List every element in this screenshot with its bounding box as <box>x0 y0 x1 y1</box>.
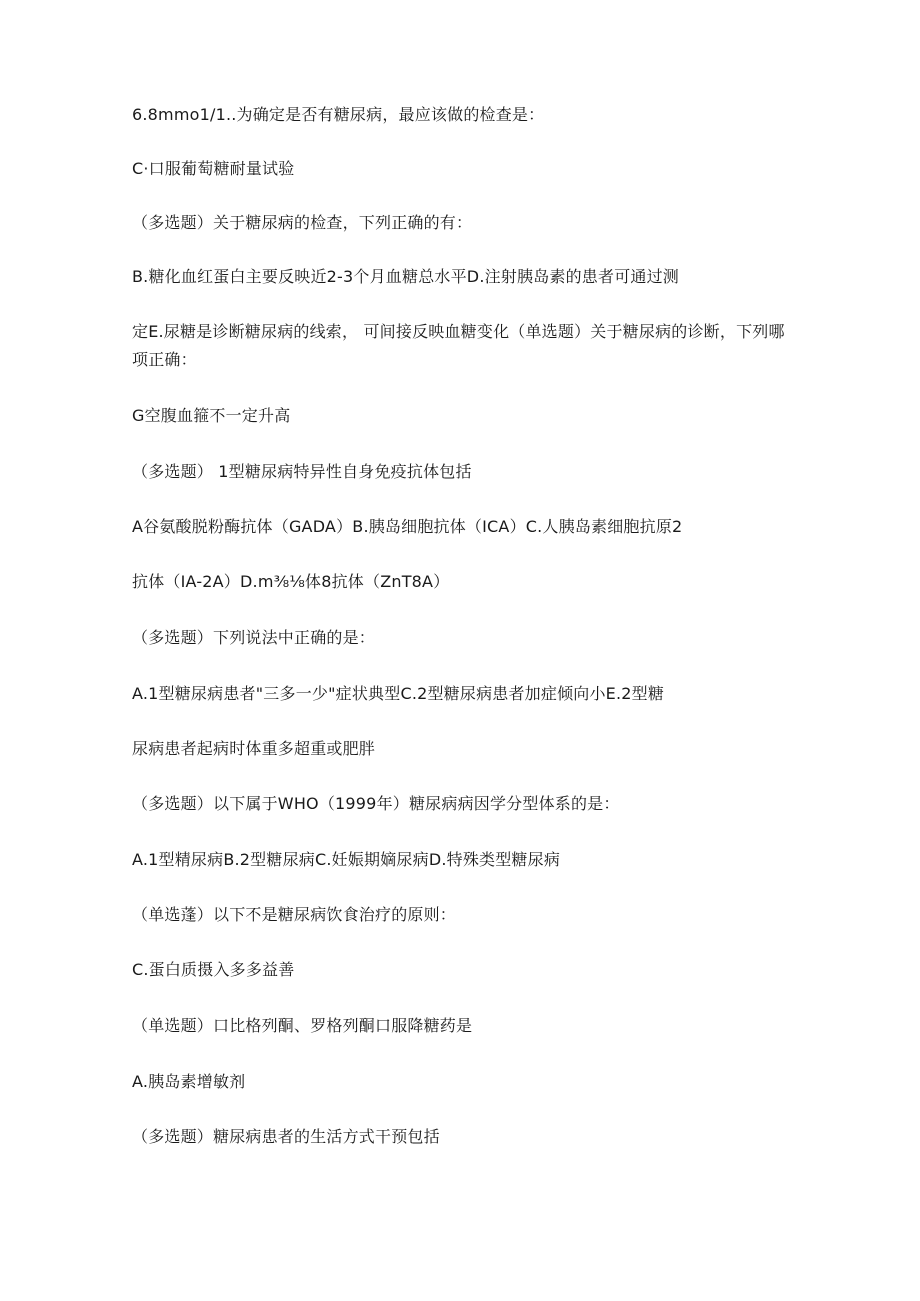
text-line: 尿病患者起病时体重多超重或肥胖 <box>132 739 376 758</box>
text-line: C·口服葡萄糖耐量试验 <box>132 159 295 178</box>
text-line: C.蛋白质摄入多多益善 <box>132 960 295 979</box>
text-line: A.1型糖尿病患者"三多一少"症状典型C.2型糖尿病患者加症倾向小E.2型糖 <box>132 684 665 703</box>
text-line: G空腹血箍不一定升高 <box>132 406 291 425</box>
text-line: （单选蓬）以下不是糖尿病饮食治疗的原则： <box>132 905 457 924</box>
text-line: （多选题） 1型糖尿病特异性自身免疫抗体包括 <box>132 462 472 481</box>
text-line: 定E.尿糖是诊断糖尿病的线索， 可间接反映血糖变化（单选题）关于糖尿病的诊断，下列哪项正确： <box>132 322 785 369</box>
text-line: 抗体（IA-2A）D.m⅜⅛体8抗体（ZnT8A） <box>132 572 450 591</box>
text-line: A.1型精尿病B.2型糖尿病C.妊娠期嫡尿病D.特殊类型糖尿病 <box>132 850 561 869</box>
text-line: 6.8mmo1∕1..为确定是否有糖尿病，最应该做的检查是： <box>132 105 545 124</box>
text-line: （多选题）下列说法中正确的是： <box>132 628 376 647</box>
text-line: （多选题）关于糖尿病的检查，下列正确的有： <box>132 213 473 232</box>
text-line: A谷氨酸脱粉酶抗体（GADA）B.胰岛细胞抗体（ICA）C.人胰岛素细胞抗原2 <box>132 517 683 536</box>
text-line: B.糖化血红蛋白主要反映近2-3个月血糖总水平D.注射胰岛素的患者可通过测 <box>132 267 680 286</box>
text-line: （多选题）糖尿病患者的生活方式干预包括 <box>132 1127 440 1146</box>
text-line: （多选题）以下属于WHO（1999年）糖尿病病因学分型体系的是： <box>132 794 620 813</box>
text-line: （单选题）口比格列酮、罗格列酮口服降糖药是 <box>132 1016 473 1035</box>
text-line: A.胰岛素增敏剂 <box>132 1072 246 1091</box>
